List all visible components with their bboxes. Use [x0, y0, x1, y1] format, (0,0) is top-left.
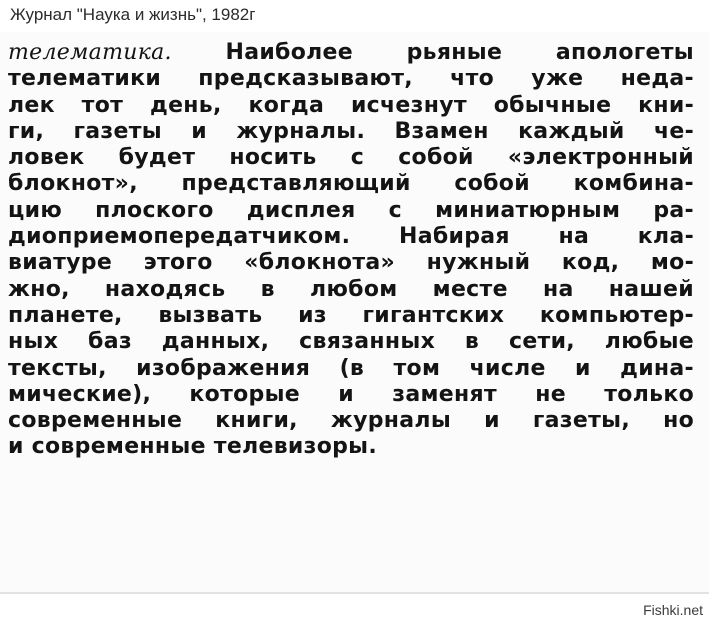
text-line: ги, газеты и журналы. Взамен каждый че-: [8, 118, 694, 144]
text-line: цию плоского дисплея с миниатюрным ра-: [8, 197, 694, 223]
italic-term: телематика.: [8, 40, 172, 65]
article-text: [8, 40, 694, 461]
text-line: блокнот», представляющий собой комбина-: [8, 171, 694, 197]
text-line: диоприемопередатчиком. Набирая на кла-: [8, 224, 694, 250]
text-line: виатуре этого «блокнота» нужный код, мо-: [8, 250, 694, 276]
text-line: современные книги, журналы и газеты, но: [8, 408, 694, 434]
text-line: лек тот день, когда исчезнут обычные кни-: [8, 92, 694, 118]
text-line: мические), которые и заменят не только: [8, 381, 694, 407]
text-line-rest: Наиболее рьяные апологеты: [225, 40, 694, 65]
image-caption: Журнал "Наука и жизнь", 1982г: [10, 5, 256, 24]
text-line: тексты, изображения (в том числе и дина-: [8, 355, 694, 381]
watermark: Fishki.net: [643, 602, 703, 618]
text-line: телематики предсказывают, что уже неда-: [8, 66, 694, 92]
divider: [0, 592, 709, 594]
text-line: планете, вызвать из гигантских компьютер-: [8, 302, 694, 328]
text-line: [8, 40, 694, 66]
text-line: и современные телевизоры.: [8, 434, 378, 460]
text-line: ловек будет носить с собой «электронный: [8, 145, 694, 171]
text-line: жно, находясь в любом месте на нашей: [8, 276, 694, 302]
text-line: ных баз данных, связанных в сети, любые: [8, 329, 694, 355]
